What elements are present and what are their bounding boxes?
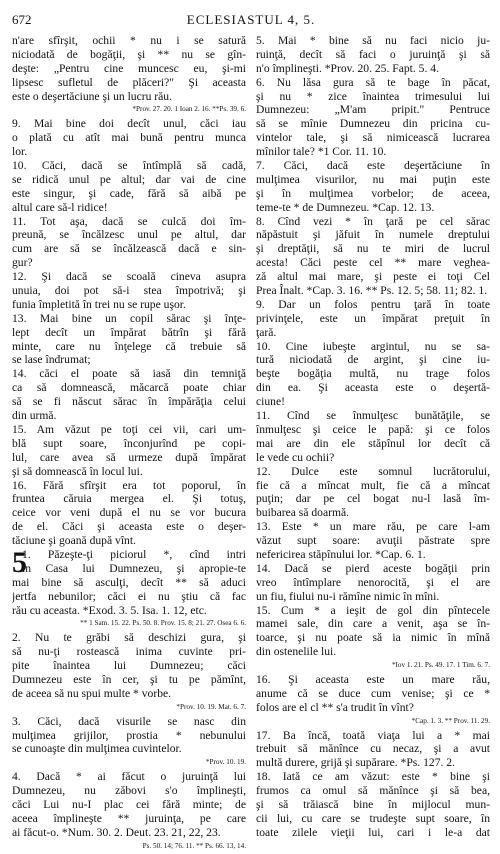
text-line: blă supt soare, înconjurînd pe copi-: [12, 436, 246, 450]
text-line: să se mînie Dumnezeu din pricina cu-: [256, 117, 490, 131]
chapter-5-verses-left: [12, 576, 246, 854]
text-line: în Casa lui Dumnezeu, şi apropie-te: [22, 561, 246, 575]
text-line: de aceea să nu spui multe * vorbe.: [12, 686, 172, 700]
text-line: să nu-ţi rostească inima cuvinte pri-: [12, 645, 246, 659]
text-line: buibarea să doarmă.: [256, 506, 350, 520]
text-line: le vede cu ochii?: [256, 450, 335, 464]
text-line: preună, se încălzesc unul pe altul, dar: [12, 228, 246, 242]
text-line: se lase îndrumat;: [12, 353, 91, 367]
cross-reference: *Cap. 1. 3. ** Prov. 11. 29.: [411, 716, 490, 725]
text-line: 12. Dulce este somnul lucrătorului,: [256, 464, 490, 478]
text-line: din ostenelile lui.: [256, 645, 337, 659]
text-line: 15. Cum * a ieşit de gol din pîntecele: [256, 603, 490, 617]
cross-reference: *Iov 1. 21. Ps. 49. 17. 1 Tim. 6. 7.: [391, 661, 490, 670]
text-line: privinţele, este un împărat preţuit în: [256, 311, 490, 325]
text-line: funia împletită în trei nu se rupe uşor.: [12, 297, 186, 311]
text-line: folos are el cl ** s'a trudit în vînt?: [256, 700, 414, 714]
text-line: fruntea căruia mergea el. Şi totuş,: [12, 492, 246, 506]
text-line: şi în mulţimea vorbelor; de aceea,: [256, 186, 490, 200]
text-line: mamei sale, din care a venit, aşa se în-: [256, 617, 490, 631]
text-line: 14. căci el poate să iasă din temniţă: [12, 367, 246, 381]
text-line: vintelor tale, şi să nimicească lucrarea: [256, 131, 490, 145]
text-line: Dumnezeu este în cer, şi tu pe pămînt,: [12, 672, 246, 686]
text-line: teme-te * de Dumnezeu. *Cap. 12. 13.: [256, 200, 435, 214]
text-line: n'are sfîrşit, ochii * nu i se satură: [12, 34, 246, 47]
text-line: gur?: [12, 256, 33, 270]
text-line: este o deşertăciune şi un lucru rău.: [12, 89, 172, 103]
text-line: tăciune şi goană după vînt.: [12, 534, 136, 548]
text-line: trebuit să mănînce cu necaz, şi a avut: [256, 742, 490, 756]
text-line: unuia, doi pot să-i stea împotrivă; şi: [12, 284, 246, 298]
text-line: anume că se duce cum venise; şi ce *: [256, 686, 490, 700]
text-line: şi să domnească în locul lui.: [12, 464, 143, 478]
text-line: 11. Cînd se înmulţesc bunătăţile, se: [256, 409, 490, 423]
text-line: văzut supt soare: avuţii păstrate spre: [256, 534, 490, 548]
text-line: lept decît un împărat bătrîn şi fără: [12, 325, 246, 339]
text-line: rău cu aceasta. *Exod. 3. 5. Isa. 1. 12, etc.: [12, 603, 207, 617]
text-line: toarce, şi nu poate să ia nimic în mînă: [256, 631, 490, 645]
text-line: 10. Căci, dacă se întîmplă să cadă,: [12, 159, 246, 173]
text-line: şi nu * zice înaintea trimesului lui: [256, 89, 490, 103]
text-line: Dumnezeu, nu zăbovi s'o împlineşti,: [12, 784, 246, 798]
text-line: puţin; dar pe cel bogat nu-l lasă îm-: [256, 492, 490, 506]
text-line: ca să domnească, măcarcă poate chiar: [12, 381, 246, 395]
text-line: este singur, şi cade, fără să aibă pe: [12, 186, 246, 200]
text-line: 3. Căci, dacă visurile se nasc din: [12, 714, 246, 728]
text-line: 17. Ba încă, toată viaţa lui a * mai: [256, 728, 490, 742]
text-line: 6. Nu lăsa gura să te bage în păcat,: [256, 75, 490, 89]
text-line: beşte bogăţia multă, nu trage folos: [256, 367, 490, 381]
text-line: şi să trăiască bine în mijlocul mun-: [256, 797, 490, 811]
text-line: 1. Păzeşte-ţi piciorul *, cînd intri: [22, 547, 246, 561]
text-line: niciodată de bogăţii, şi ** nu se gîn-: [12, 47, 246, 61]
text-line: năpăstuit şi jăfuit în numele dreptului: [256, 228, 490, 242]
text-line: se ridică unul pe altul; dar vai de cine: [12, 172, 246, 186]
text-line: 2. Nu te grăbi să deschizi gura, şi: [12, 631, 246, 645]
text-line: multă durere, grijă şi supărare. *Ps. 127. 2.: [256, 756, 455, 770]
text-line: 16. Şi aceasta este un mare rău,: [256, 672, 490, 686]
text-line: altul care să-l ridice!: [12, 200, 108, 214]
text-line: din urmă.: [12, 409, 57, 423]
chapter-5-start: [12, 545, 246, 579]
text-line: n'o împlineşti. *Prov. 20. 25. Fapt. 5. 4.: [256, 61, 439, 75]
text-line: Dumnezeu: „M'am pripit." Pentruce: [256, 103, 490, 117]
text-line: mulţimea grijilor, prostia * nebunului: [12, 728, 246, 742]
text-line: mînilor tale? *1 Cor. 11. 10.: [256, 145, 387, 159]
text-line: căci Lui nu-I plac cei fără minte; de: [12, 797, 246, 811]
cross-reference: *Prov. 27. 20. 1 Ioan 2. 16. **Ps. 39. 6.: [132, 105, 246, 114]
text-line: mulţimea visurilor, nu mai puţin este: [256, 172, 490, 186]
text-line: ruinţă, decît să faci o juruinţă şi să: [256, 47, 490, 61]
text-line: 8. Cînd vezi * în ţară pe cel sărac: [256, 214, 490, 228]
cross-reference: *Prov. 10. 19.: [205, 758, 246, 767]
right-column: [256, 34, 490, 840]
chapter-number: 5: [12, 545, 27, 579]
text-line: 12. Şi dacă se scoală cineva asupra: [12, 270, 246, 284]
text-line: ză altul mai mare, şi peste ei toţi Cel: [256, 270, 490, 284]
text-line: fie că a mîncat mult, fie că a mîncat: [256, 478, 490, 492]
text-line: jertfa nebunilor; căci ei nu ştiu că fac: [12, 589, 246, 603]
chapter-5-verses-right: [256, 34, 490, 840]
running-title: ECLESIASTUL 4, 5.: [186, 12, 316, 27]
text-line: 18. Iată ce am văzut: este * bine şi: [256, 770, 490, 784]
text-line: Prea Înalt. *Cap. 3. 16. ** Ps. 12. 5; 58. 11; 82. 1.: [256, 284, 488, 298]
text-line: şi dreptăţii, să nu te miri de lucrul: [256, 242, 490, 256]
text-line: 13. Este * un mare rău, pe care l-am: [256, 520, 490, 534]
text-line: 4. Dacă * ai făcut o juruinţă lui: [12, 770, 246, 784]
cross-reference: ** 1 Sam. 15. 22. Ps. 50. 8. Prov. 15. 8; 21. 27. Osea 6. 6.: [80, 619, 246, 628]
text-line: să se fi născut sărac în împărăţia celui: [12, 395, 246, 409]
text-line: 10. Cine iubeşte argintul, nu se sa-: [256, 339, 490, 353]
text-line: cum are să se încălzească dacă e sin-: [12, 242, 246, 256]
text-line: înmulţesc şi ceice le papă: şi ce folos: [256, 422, 490, 436]
text-line: lipsesc sufletul de plăceri?" Şi aceasta: [12, 75, 246, 89]
cross-reference: *Prov. 10. 19. Mat. 6. 7.: [176, 702, 246, 711]
text-line: 16. Fără sfîrşit era tot poporul, în: [12, 478, 246, 492]
text-line: deşte: „Pentru cine muncesc eu, şi-mi: [12, 61, 246, 75]
chapter-first-lines: [12, 545, 246, 579]
cross-reference: Ps. 50. 14; 76. 11. ** Ps. 66. 13, 14.: [142, 841, 246, 850]
text-line: vreo întîmplare nenorocită, şi el are: [256, 575, 490, 589]
text-line: o plată cu atît mai bună pentru munca: [12, 131, 246, 145]
text-line: 13. Mai bine un copil sărac şi înţe-: [12, 311, 246, 325]
text-line: aceea împlineşte ** juruinţa, pe care: [12, 811, 246, 825]
text-line: toate zilele vieţii lui, cari i le-a dat: [256, 825, 490, 839]
text-line: 15. Am văzut pe toţi cei vii, cari um-: [12, 422, 246, 436]
text-line: mai are din ele stăpînul lor decît că: [256, 436, 490, 450]
text-line: ciune!: [256, 395, 285, 409]
text-line: pite înaintea lui Dumnezeu; căci: [12, 659, 246, 673]
text-line: se cunoaşte din mulţimea cuvintelor.: [12, 742, 182, 756]
text-line: ceice vor veni după el nu se vor bucura: [12, 506, 246, 520]
text-line: minte, care nu înţelege că trebuie să: [12, 339, 246, 353]
page-number: 672: [12, 12, 32, 27]
text-line: cii lui, cu care se trudeşte supt soare, în: [256, 811, 490, 825]
text-line: ţară.: [256, 325, 277, 339]
text-line: mai bine să asculţi, decît ** să aduci: [12, 575, 246, 589]
chapter-4-end: [12, 34, 246, 548]
text-line: 9. Dar un folos pentru ţară în toate: [256, 297, 490, 311]
left-column: [12, 34, 246, 854]
text-line: frumos ca omul să mănînce şi să bea,: [256, 784, 490, 798]
text-line: 7. Căci, dacă este deşertăciune în: [256, 159, 490, 173]
text-line: de el. Căci şi aceasta este o deşer-: [12, 520, 246, 534]
text-line: 9. Mai bine doi decît unul, căci iau: [12, 117, 246, 131]
text-line: nefericirea stăpînului lor. *Cap. 6. 1.: [256, 547, 426, 561]
text-line: tură niciodată de argint, şi cine iu-: [256, 353, 490, 367]
page-header: [12, 12, 490, 30]
text-line: ai făcut-o. *Num. 30. 2. Deut. 23. 21, 22, 23.: [12, 825, 221, 839]
text-line: lor.: [12, 145, 28, 159]
text-line: 14. Dacă se pierd aceste bogăţii prin: [256, 561, 490, 575]
text-line: 5. Mai * bine să nu faci nicio ju-: [256, 34, 490, 47]
text-line: un fiu, fiului nu-i rămîne nimic în mîni.: [256, 589, 440, 603]
text-line: lul, care avea să urmeze după împărat: [12, 450, 246, 464]
text-line: din ea. Şi aceasta este o deşertă-: [256, 381, 490, 395]
text-line: acesta! Căci peste cel ** mare veghea-: [256, 256, 490, 270]
text-line: 11. Tot aşa, dacă se culcă doi îm-: [12, 214, 246, 228]
